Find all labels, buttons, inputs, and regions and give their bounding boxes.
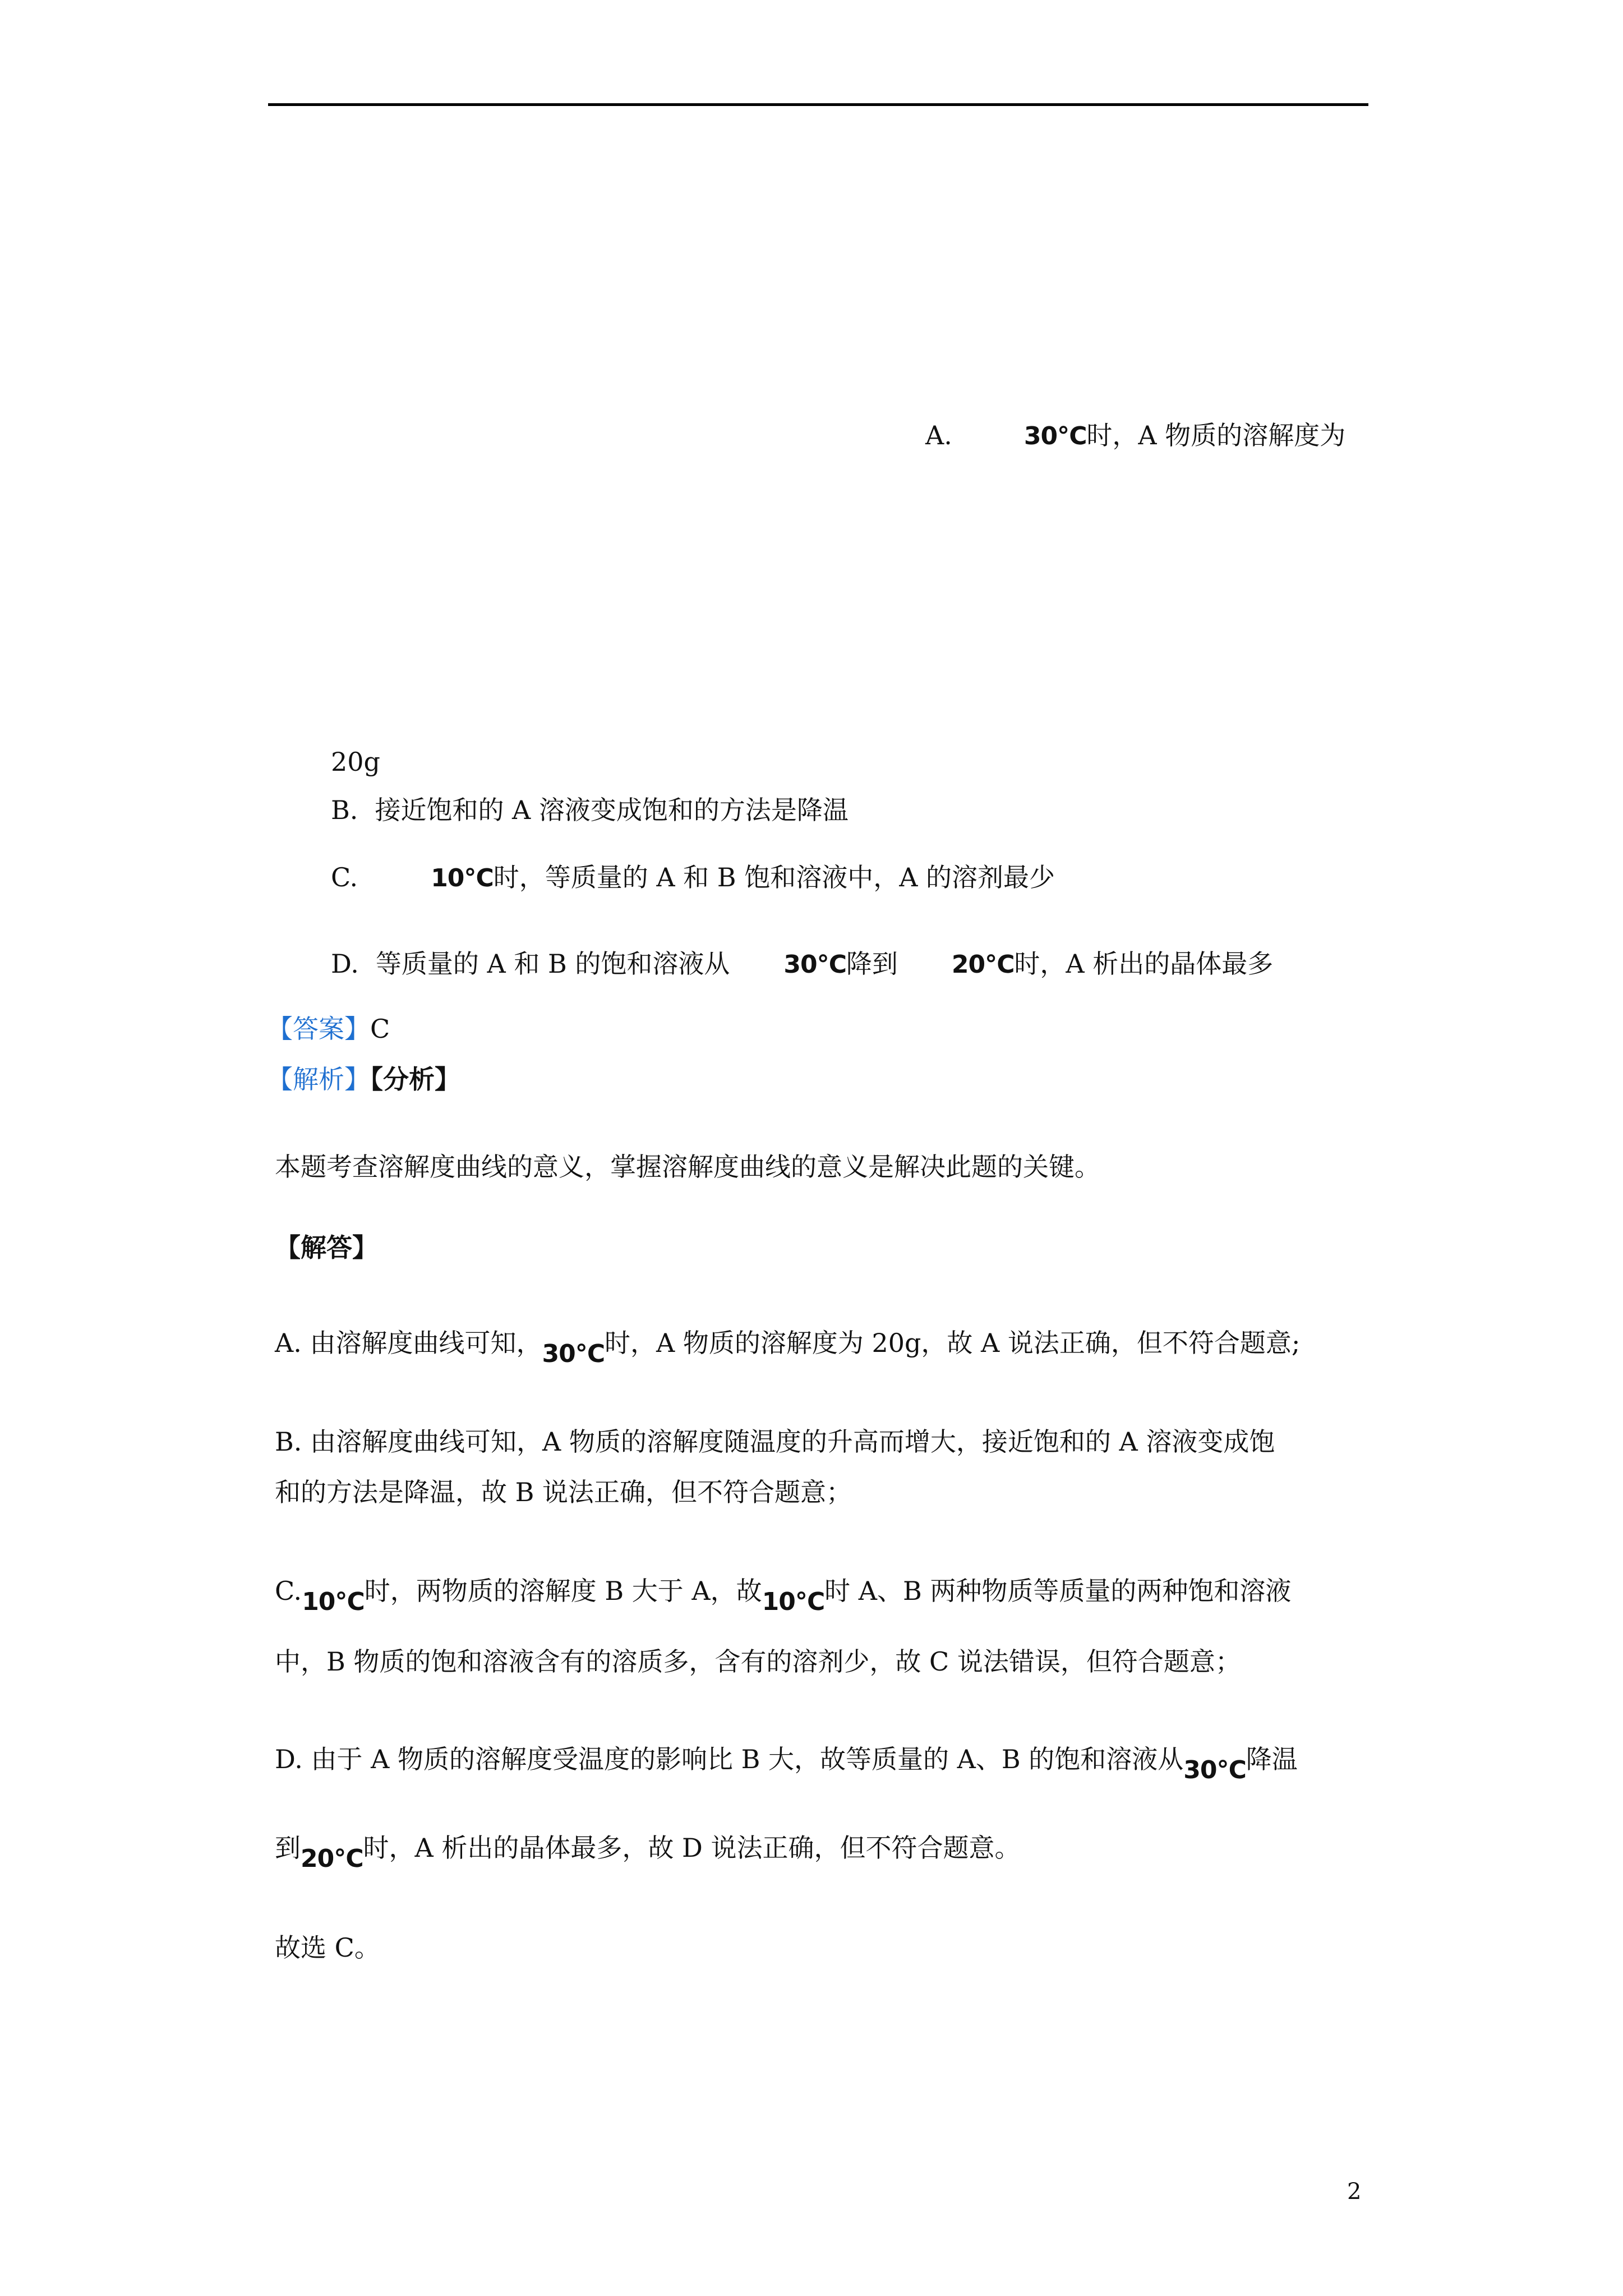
answer-line — [267, 1012, 390, 1046]
solution-b-line1: B. 由溶解度曲线可知，A 物质的溶解度随温度的升高而增大，接近饱和的 A 溶液变成饱 — [275, 1427, 1275, 1457]
solution-c-text1: C. — [275, 1576, 302, 1606]
solution-c-text2: 时，两物质的溶解度 B 大于 A，故 — [364, 1576, 762, 1606]
option-b — [331, 793, 849, 827]
option-c-text: 时，等质量的 A 和 B 饱和溶液中，A 的溶剂最少 — [493, 862, 1055, 892]
solution-c-text3: 时 A、B 两种物质等质量的两种饱和溶液 — [824, 1576, 1292, 1606]
solution-d-temp2: 20℃ — [301, 1844, 363, 1873]
option-c — [331, 861, 1055, 895]
option-d-temp2: 20℃ — [951, 950, 1015, 979]
option-d-temp1: 30℃ — [783, 950, 846, 979]
option-a-text: 时，A 物质的溶解度为 — [1086, 420, 1346, 450]
option-b-label: B. — [331, 795, 358, 825]
option-a-label: A. — [925, 420, 952, 450]
solution-d-line1 — [275, 1742, 1298, 1784]
page-number: 2 — [1347, 2179, 1362, 2205]
solution-a — [275, 1326, 1301, 1368]
solution-d-line2 — [275, 1831, 1021, 1873]
solution-c-temp2: 10℃ — [762, 1588, 825, 1616]
analysis-subtag: 【分析】 — [370, 1064, 460, 1094]
solution-d-text1: D. 由于 A 物质的溶解度受温度的影响比 B 大，故等质量的 A、B 的饱和溶液从 — [275, 1744, 1184, 1774]
solution-a-text2: 时，A 物质的溶解度为 20g，故 A 说法正确，但不符合题意; — [604, 1328, 1301, 1358]
solution-a-text1: A. 由溶解度曲线可知， — [275, 1328, 542, 1358]
conclusion: 故选 C。 — [275, 1932, 380, 1963]
analysis-tag: 【解析】 — [267, 1064, 370, 1094]
option-c-label: C. — [331, 862, 358, 892]
option-d-label: D. — [331, 949, 359, 979]
option-d — [331, 947, 1273, 982]
solution-d-line2-text2: 时，A 析出的晶体最多，故 D 说法正确，但不符合题意。 — [363, 1833, 1021, 1863]
answer-value: C — [370, 1014, 390, 1044]
option-b-text: 接近饱和的 A 溶液变成饱和的方法是降温 — [375, 795, 849, 825]
option-d-text1: 等质量的 A 和 B 的饱和溶液从 — [375, 949, 730, 979]
solution-d-temp1: 30℃ — [1183, 1756, 1246, 1784]
analysis-summary: 本题考查溶解度曲线的意义，掌握溶解度曲线的意义是解决此题的关键。 — [275, 1152, 1100, 1182]
analysis-header — [267, 1062, 460, 1096]
option-a-temp: 30℃ — [1023, 422, 1087, 450]
solution-a-temp: 30℃ — [542, 1340, 605, 1368]
answer-tag: 【答案】 — [267, 1014, 370, 1044]
solution-d-line2-text1: 到 — [275, 1833, 301, 1863]
solution-c-line1 — [275, 1574, 1292, 1616]
option-d-text2: 降到 — [846, 949, 898, 979]
option-d-text3: 时，A 析出的晶体最多 — [1014, 949, 1274, 979]
solution-c-temp1: 10℃ — [302, 1588, 365, 1616]
solution-tag: 【解答】 — [275, 1232, 378, 1263]
header-rule — [268, 103, 1368, 106]
option-c-temp: 10℃ — [431, 864, 494, 892]
solution-d-text2: 降温 — [1246, 1744, 1298, 1774]
option-a — [925, 418, 1345, 453]
solution-b-line2: 和的方法是降温，故 B 说法正确，但不符合题意； — [275, 1477, 852, 1507]
solution-c-line2: 中，B 物质的饱和溶液含有的溶质多，含有的溶剂少，故 C 说法错误，但符合题意； — [275, 1646, 1241, 1677]
option-a-continuation: 20g — [331, 747, 380, 777]
